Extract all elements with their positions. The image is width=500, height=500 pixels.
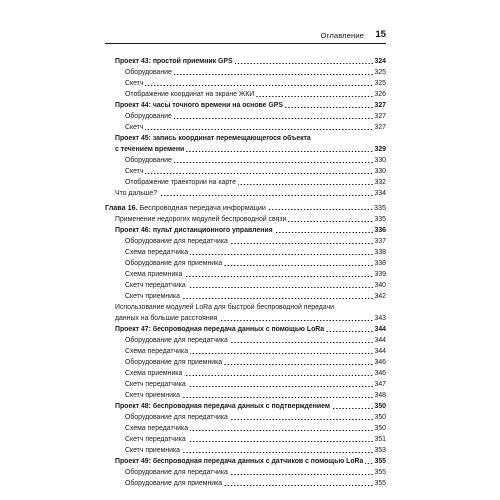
toc-entry-label: Скетч передатчика bbox=[125, 282, 186, 289]
toc-entry-page: 330 bbox=[374, 157, 386, 164]
toc-entry-page: 340 bbox=[374, 282, 386, 289]
toc-entry-label: Скетч bbox=[125, 80, 144, 87]
toc-entry-label: Скетч приемника bbox=[125, 293, 180, 300]
toc-entry[interactable] bbox=[105, 123, 386, 133]
leader-dots bbox=[230, 473, 374, 476]
toc-entry[interactable] bbox=[105, 68, 386, 78]
leader-dots bbox=[332, 407, 374, 410]
toc-entry[interactable] bbox=[105, 90, 386, 100]
toc-entry-page: 348 bbox=[374, 392, 386, 399]
toc-entry-label: Скетч bbox=[125, 124, 144, 131]
toc-entry-page: 350 bbox=[374, 425, 386, 432]
toc-entry-label: Скетч bbox=[125, 168, 144, 175]
leader-dots bbox=[190, 352, 373, 355]
toc-entry-page: 325 bbox=[374, 80, 386, 87]
toc-entry[interactable] bbox=[105, 112, 386, 122]
toc-entry[interactable] bbox=[105, 402, 386, 412]
toc-entry-label: Оборудование bbox=[125, 113, 172, 120]
leader-dots bbox=[174, 73, 374, 76]
toc-entry[interactable] bbox=[105, 57, 386, 67]
leader-dots bbox=[224, 264, 373, 267]
leader-dots bbox=[186, 150, 373, 153]
leader-dots bbox=[188, 385, 374, 388]
toc-entry-label-line2: данных на большие расстояния bbox=[115, 315, 218, 322]
toc-entry-label: Скетч передатчика bbox=[125, 381, 186, 388]
toc-entry-label: Оборудование для приемника bbox=[125, 480, 223, 487]
toc-entry[interactable] bbox=[105, 178, 386, 188]
toc-entry[interactable] bbox=[105, 391, 386, 401]
toc-entry-label: Проект 46: пульт дистанционного управления bbox=[115, 227, 273, 234]
leader-dots bbox=[145, 172, 373, 175]
toc-entry-page: 355 bbox=[374, 480, 386, 487]
leader-dots bbox=[230, 418, 374, 421]
toc-entry[interactable] bbox=[105, 336, 386, 346]
toc-entry-label: Скетч приемника bbox=[125, 392, 180, 399]
leader-dots bbox=[190, 253, 373, 256]
toc-entry[interactable] bbox=[105, 237, 386, 247]
toc-entry-page: 344 bbox=[374, 326, 386, 333]
leader-dots bbox=[174, 117, 374, 120]
toc-entry[interactable] bbox=[105, 369, 386, 379]
leader-dots bbox=[224, 363, 373, 366]
toc-entry-page: 336 bbox=[374, 227, 386, 234]
toc-entry-label: Оборудование для приемника bbox=[125, 260, 223, 267]
toc-entry-page: 338 bbox=[374, 249, 386, 256]
toc-entry-label: Скетч передатчика bbox=[125, 436, 186, 443]
toc-entry-label: Оборудование для передатчика bbox=[125, 337, 228, 344]
toc-entry-page: 350 bbox=[374, 403, 386, 410]
toc-entry[interactable] bbox=[105, 457, 386, 467]
toc-entry[interactable] bbox=[105, 325, 386, 335]
toc-entry-label: Применение недорогих модулей беспроводной связи bbox=[115, 216, 287, 223]
toc-entry[interactable] bbox=[105, 145, 386, 155]
toc-entry-page: 355 bbox=[374, 458, 386, 465]
toc-entry-label: Схема передатчика bbox=[125, 348, 189, 355]
toc-entry-page: 337 bbox=[374, 238, 386, 245]
leader-dots bbox=[326, 330, 373, 333]
toc-entry[interactable] bbox=[105, 424, 386, 434]
leader-dots bbox=[365, 462, 373, 465]
toc-entry-label: Оборудование для передатчика bbox=[125, 414, 228, 421]
leader-dots bbox=[275, 231, 374, 234]
toc-entry-label: Отображение траектории на карте bbox=[125, 179, 236, 186]
toc-entry[interactable] bbox=[105, 435, 386, 445]
toc-entry-label: Проект 44: часы точного времени на основе GPS bbox=[115, 102, 283, 109]
toc-entry-label: Схема передатчика bbox=[125, 249, 189, 256]
leader-dots bbox=[174, 161, 374, 164]
toc-entry-page: 327 bbox=[374, 102, 386, 109]
toc-entry[interactable] bbox=[105, 167, 386, 177]
toc-entry[interactable] bbox=[105, 281, 386, 291]
toc-entry-label: Отображение координат на экране ЖКИ bbox=[125, 91, 255, 98]
toc-entry-page: 350 bbox=[374, 414, 386, 421]
toc-entry[interactable] bbox=[105, 468, 386, 478]
toc-entry-page: 343 bbox=[374, 315, 386, 322]
toc-entry-page: 327 bbox=[374, 124, 386, 131]
toc-entry-label: Проект 49: беспроводная передача данных с датчиков с помощью LoRa bbox=[115, 458, 364, 465]
toc-entry-page: 335 bbox=[374, 216, 386, 223]
toc-entry-label-line1: Использование модулей LoRa для быстрой беспроводной передачи bbox=[115, 304, 334, 311]
toc-entry-page: 326 bbox=[374, 91, 386, 98]
toc-entry-page: 342 bbox=[374, 293, 386, 300]
chapter-number: Глава 16. bbox=[105, 203, 138, 212]
leader-dots bbox=[268, 208, 373, 211]
leader-dots bbox=[184, 374, 373, 377]
toc-entry[interactable] bbox=[105, 226, 386, 236]
leader-dots bbox=[235, 62, 374, 65]
toc-entry-page: 325 bbox=[374, 69, 386, 76]
leader-dots bbox=[230, 341, 374, 344]
toc-entry[interactable] bbox=[105, 215, 386, 225]
toc-entry-label: Оборудование bbox=[125, 157, 172, 164]
toc-entry[interactable] bbox=[105, 79, 386, 89]
toc-entry-page: 344 bbox=[374, 337, 386, 344]
page-number: 15 bbox=[375, 29, 386, 40]
toc-entry-page: 355 bbox=[374, 469, 386, 476]
toc-entry-label: Оборудование bbox=[125, 69, 172, 76]
toc-entry-label-line1: Проект 45: запись координат перемещающегося объекта bbox=[115, 135, 311, 142]
toc-entry-label: Оборудование для передатчика bbox=[125, 238, 228, 245]
toc-entry-label-line2: с течением времени bbox=[115, 146, 185, 153]
leader-dots bbox=[219, 319, 373, 322]
toc-entry-page: 324 bbox=[374, 58, 386, 65]
leader-dots bbox=[188, 440, 374, 443]
leader-dots bbox=[182, 297, 374, 300]
leader-dots bbox=[182, 451, 374, 454]
toc-entry-label: Проект 48: беспроводная передача данных с подтверждением bbox=[115, 403, 330, 410]
toc-entry-page: 339 bbox=[374, 271, 386, 278]
leader-dots bbox=[182, 396, 374, 399]
toc-entry-label: Оборудование для приемника bbox=[125, 359, 223, 366]
toc-entry-page: 346 bbox=[374, 370, 386, 377]
toc-entry-page: 351 bbox=[374, 436, 386, 443]
toc-entry-page: 335 bbox=[374, 203, 386, 212]
leader-dots bbox=[190, 429, 373, 432]
toc-entry[interactable] bbox=[105, 413, 386, 423]
toc-entry[interactable] bbox=[105, 479, 386, 489]
leader-dots bbox=[256, 95, 373, 98]
leader-dots bbox=[184, 275, 373, 278]
toc-entry-page: 353 bbox=[374, 447, 386, 454]
leader-dots bbox=[145, 128, 373, 131]
toc-entry-label: Скетч приемника bbox=[125, 447, 180, 454]
leader-dots bbox=[188, 286, 374, 289]
leader-dots bbox=[285, 106, 374, 109]
toc-entry-label: Оборудование для передатчика bbox=[125, 469, 228, 476]
toc-entry[interactable] bbox=[105, 101, 386, 111]
toc-entry-label: Проект 43: простой приемник GPS bbox=[115, 58, 233, 65]
leader-dots bbox=[288, 220, 373, 223]
toc-entry[interactable] bbox=[105, 380, 386, 390]
leader-dots bbox=[238, 183, 374, 186]
toc-entry[interactable] bbox=[105, 248, 386, 258]
toc-entry[interactable] bbox=[105, 156, 386, 166]
toc-entry-label: Схема передатчика bbox=[125, 425, 189, 432]
leader-dots bbox=[145, 84, 373, 87]
toc-chapter-entry[interactable] bbox=[105, 203, 386, 213]
leader-dots bbox=[230, 242, 374, 245]
toc-entry-page: 334 bbox=[374, 190, 386, 197]
toc-entry[interactable] bbox=[105, 270, 386, 280]
toc-entry[interactable] bbox=[105, 358, 386, 368]
toc-entry-label: Что дальше? bbox=[115, 190, 158, 197]
toc-entry-page: 332 bbox=[374, 179, 386, 186]
toc-entry-page: 338 bbox=[374, 260, 386, 267]
header-title: Оглавление bbox=[320, 31, 364, 40]
toc-entry-label: Схема приемника bbox=[125, 370, 183, 377]
toc-entry-label: Проект 47: беспроводная передача данных с помощью LoRa bbox=[115, 326, 325, 333]
toc-entry[interactable] bbox=[105, 314, 386, 324]
toc-entry-page: 344 bbox=[374, 348, 386, 355]
toc-entry[interactable] bbox=[105, 259, 386, 269]
toc-entry-label: Схема приемника bbox=[125, 271, 183, 278]
toc-entry-page: 347 bbox=[374, 381, 386, 388]
chapter-title: Беспроводная передача информации bbox=[139, 203, 266, 212]
toc-entry-page: 327 bbox=[374, 113, 386, 120]
toc-entry-page: 346 bbox=[374, 359, 386, 366]
toc-entry[interactable] bbox=[105, 189, 386, 199]
toc-entry[interactable] bbox=[105, 347, 386, 357]
toc-entry-page: 330 bbox=[374, 168, 386, 175]
toc-entry-page: 329 bbox=[374, 146, 386, 153]
leader-dots bbox=[159, 194, 373, 197]
page-header bbox=[105, 29, 386, 44]
leader-dots bbox=[224, 484, 373, 487]
toc-entry[interactable] bbox=[105, 292, 386, 302]
toc-entry[interactable] bbox=[105, 446, 386, 456]
